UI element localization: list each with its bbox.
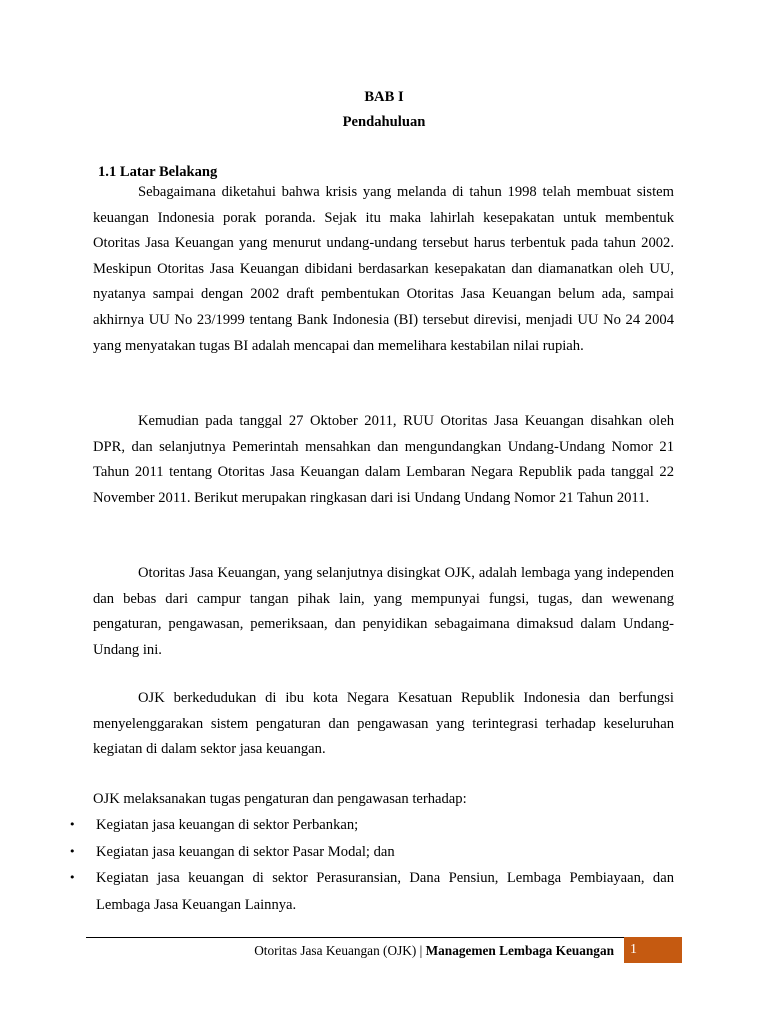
list-item (0, 812, 674, 839)
paragraph-3: Otoritas Jasa Keuangan, yang selanjutnya disingkat OJK, adalah lembaga yang independen dan bebas dari campur tangan pihak lain, yang mempunyai fungsi, tugas, dan wewenang pengaturan, pengawasan, pemeriksaan, dan penyidikan sebagaimana dimaksud dalam Undang-Undang ini. (93, 565, 674, 658)
bullet-list (0, 812, 768, 918)
section-title: 1.1 Latar Belakang (98, 164, 218, 180)
footer-course-title: Managemen Lembaga Keuangan (425, 943, 614, 958)
paragraph-2: Kemudian pada tanggal 27 Oktober 2011, RUU Otoritas Jasa Keuangan disahkan oleh DPR, dan selanjutnya Pemerintah mensahkan dan mengundangkan Undang-Undang Nomor 21 Tahun 2011 tentang Otoritas Jasa Keuangan dalam Lembaran Negara Republik pada tanggal 22 November 2011. Berikut merupakan ringkasan dari isi Undang Undang Nomor 21 Tahun 2011. (93, 413, 674, 506)
list-intro: OJK melaksanakan tugas pengaturan dan pengawasan terhadap: (93, 791, 467, 807)
chapter-heading: BAB I (364, 89, 404, 105)
footer-text (254, 942, 614, 960)
list-item (0, 865, 674, 918)
footer-publisher: Otoritas Jasa Keuangan (OJK) | (254, 943, 426, 958)
bullet-icon: • (69, 818, 76, 831)
page-number-badge (624, 937, 682, 963)
bullet-icon: • (69, 844, 76, 858)
page-number: 1 (630, 942, 637, 957)
list-item (0, 839, 674, 866)
paragraph-4: OJK berkedudukan di ibu kota Negara Kesatuan Republik Indonesia dan berfungsi menyelenggarakan sistem pengaturan dan pengawasan yang terintegrasi terhadap keseluruhan kegiatan di dalam sektor jasa keuangan. (93, 690, 674, 758)
list-item-text: Kegiatan jasa keuangan di sektor Perbankan; (96, 817, 359, 833)
paragraph-1: Sebagaimana diketahui bahwa krisis yang melanda di tahun 1998 telah membuat sistem keuangan Indonesia porak poranda. Sejak itu maka lahirlah kesepakatan untuk membentuk Otoritas Jasa Keuangan yang menurut undang-undang tersebut harus terbentuk pada tahun 2002. Meskipun Otoritas Jasa Keuangan dibidani berdasarkan kesepakatan dan diamanatkan oleh UU, nyatanya sampai dengan 2002 draft pembentukan Otoritas Jasa Keuangan belum ada, sampai akhirnya UU No 23/1999 tentang Bank Indonesia (BI) tersebut direvisi, menjadi UU No 24 2004 yang menyatakan tugas BI adalah mencapai dan memelihara kestabilan nilai rupiah. (93, 184, 674, 354)
list-item-text: Kegiatan jasa keuangan di sektor Perasuransian, Dana Pensiun, Lembaga Pembiayaan, dan Lembaga Jasa Keuangan Lainnya. (96, 870, 674, 913)
list-item-text: Kegiatan jasa keuangan di sektor Pasar Modal; dan (96, 843, 395, 860)
bullet-icon: • (69, 871, 76, 884)
footer-divider (86, 937, 624, 938)
chapter-title: Pendahuluan (342, 114, 426, 130)
